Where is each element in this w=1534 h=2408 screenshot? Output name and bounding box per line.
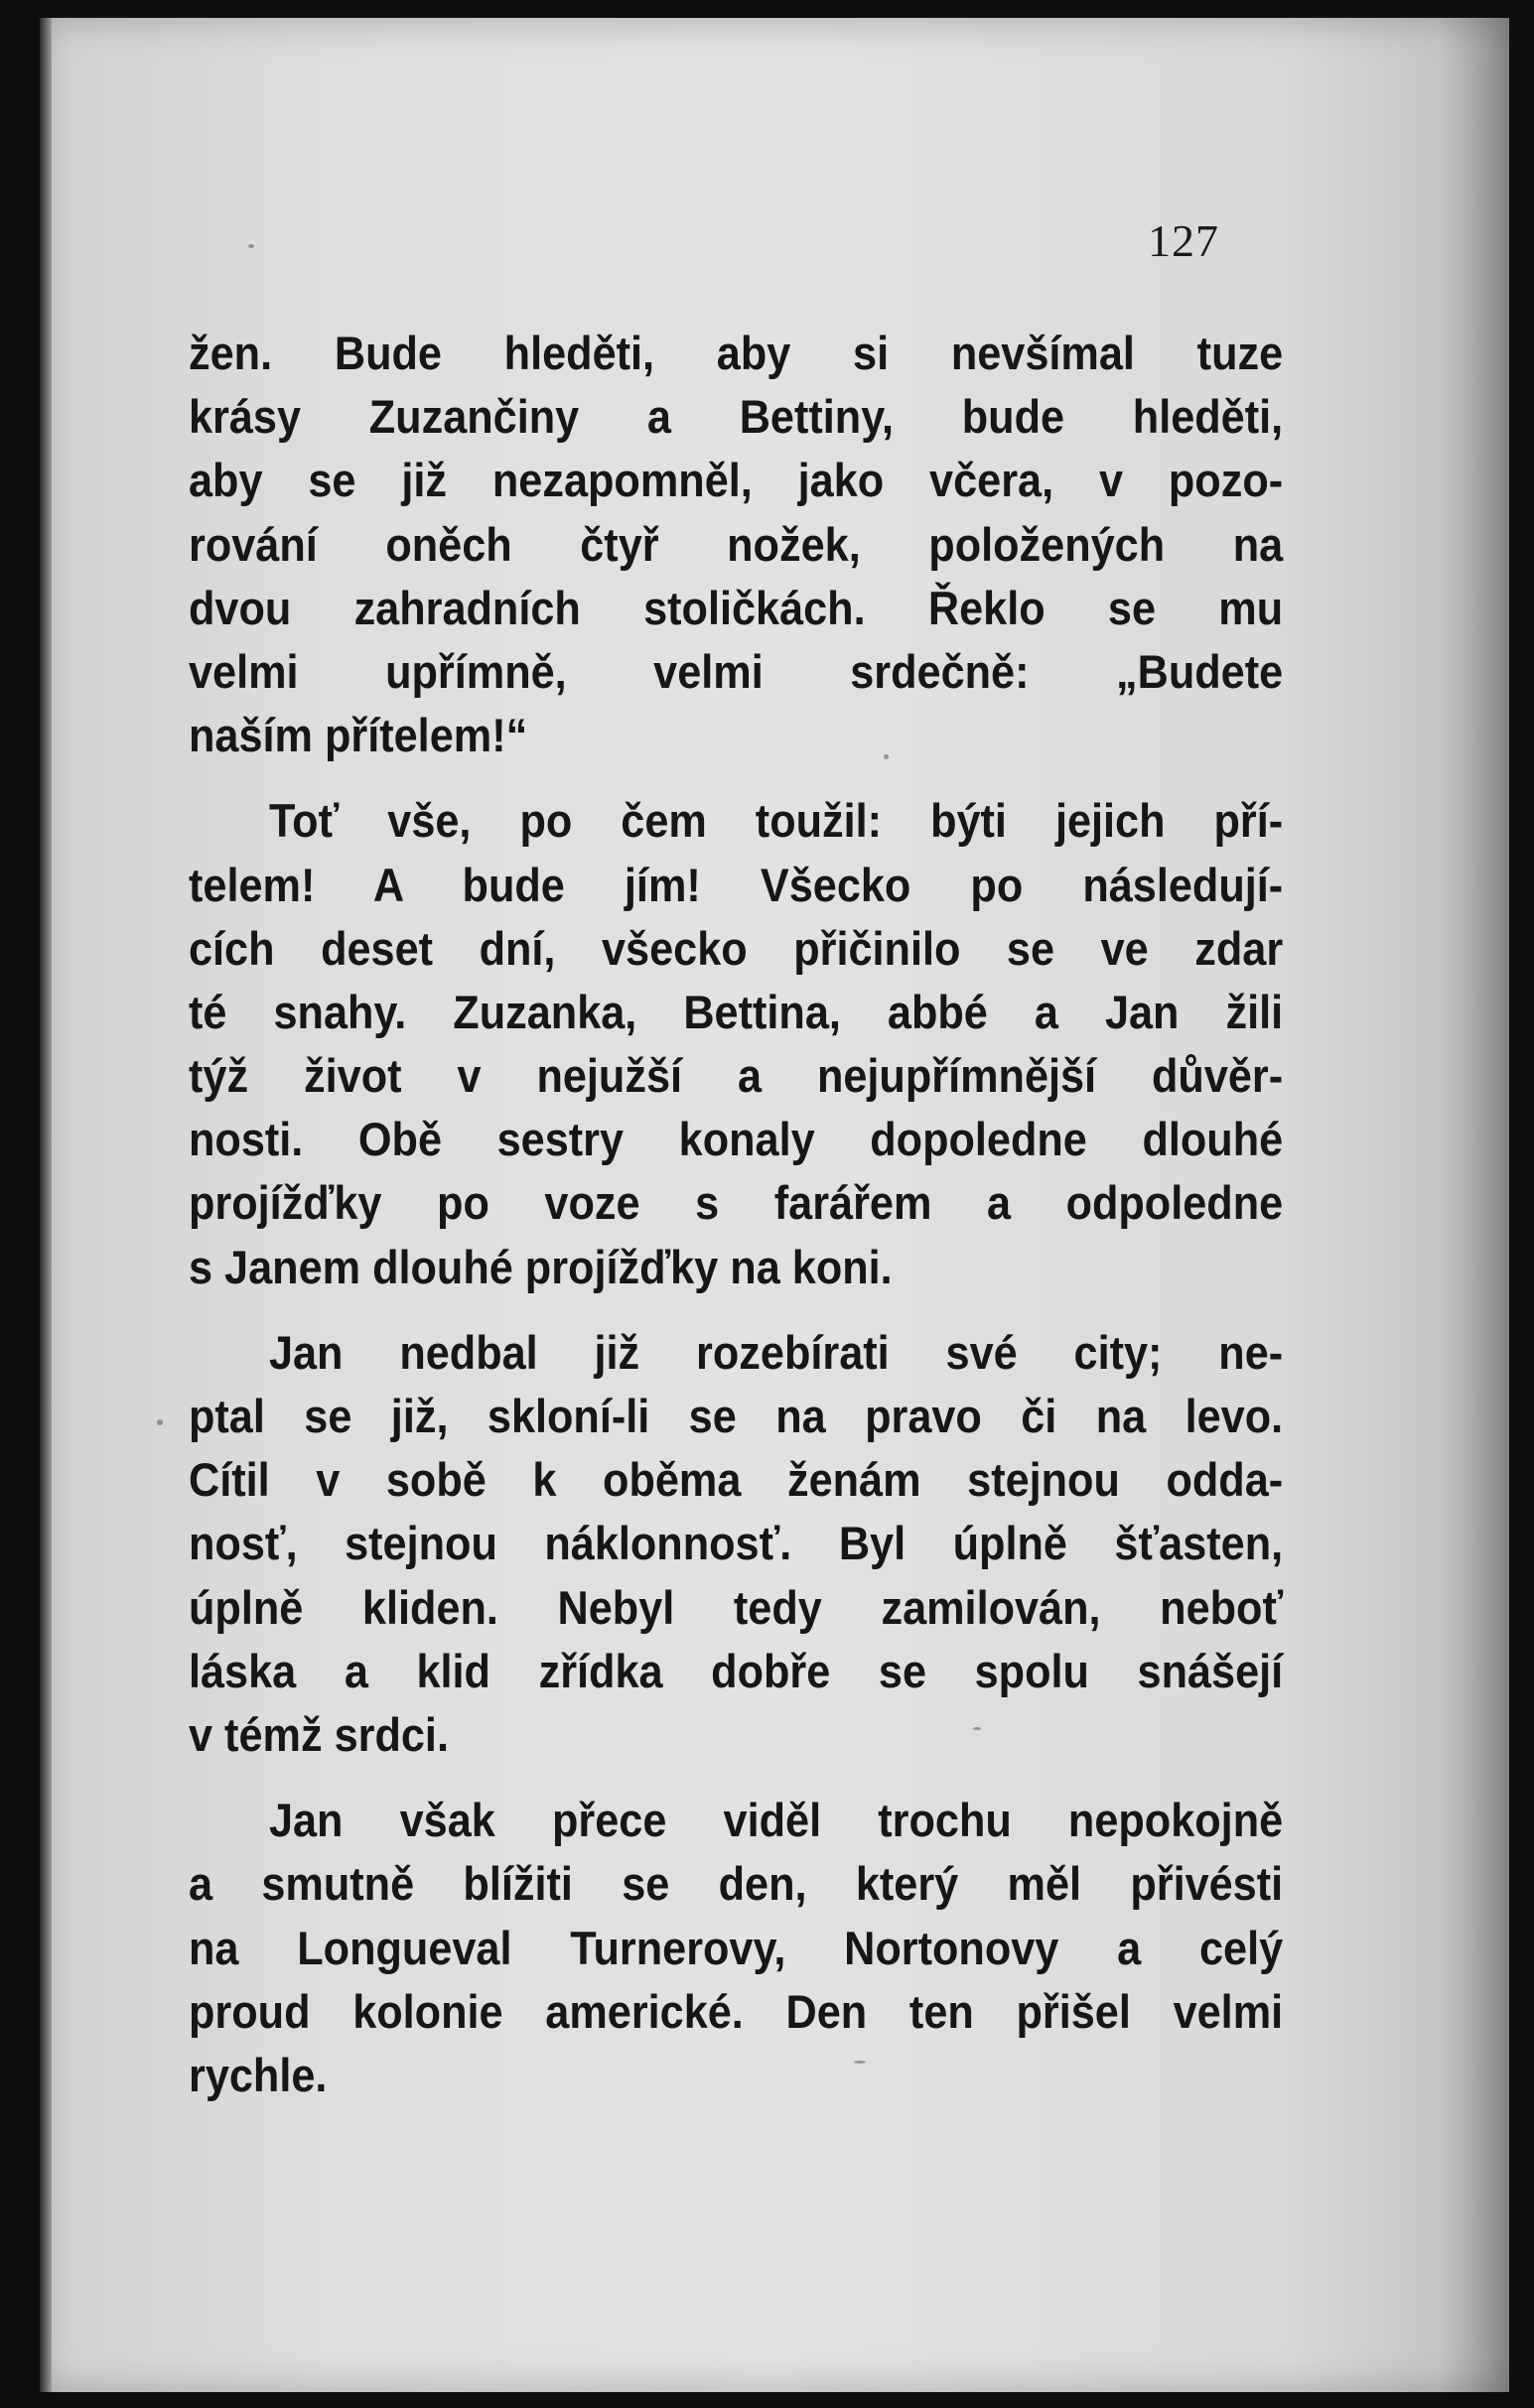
paragraph [189, 789, 1283, 1299]
text-line: žen. Bude hleděti, aby si nevšímal tuze [189, 327, 1284, 379]
page-edge-shadow [1440, 18, 1509, 2392]
text-line: Cítil v sobě k oběma ženám stejnou odda- [189, 1453, 1284, 1507]
paper-speck [157, 1419, 163, 1425]
body-text [189, 322, 1283, 2107]
text-line: Jan však přece viděl trochu nepokojně [268, 1794, 1284, 1847]
text-line: naším přítelem!“ [189, 709, 528, 762]
text-line: s Janem dlouhé projížďky na koni. [189, 1240, 893, 1293]
text-line: ptal se již, skloní-li se na pravo či na levo. [189, 1390, 1284, 1442]
text-line: rychle. [189, 2048, 328, 2101]
paragraph [189, 1321, 1283, 1767]
text-line: té snahy. Zuzanka, Bettina, abbé a Jan žili [189, 985, 1284, 1038]
text-line: nosť, stejnou náklonnosť. Byl úplně šťasten, [189, 1517, 1284, 1570]
text-line: projížďky po voze s farářem a odpoledne [189, 1176, 1284, 1230]
text-line: Jan nedbal již rozebírati své city; ne- [268, 1325, 1284, 1379]
book-page [40, 18, 1509, 2392]
text-line: velmi upřímně, velmi srdečně: „Budete [189, 644, 1284, 698]
text-line: Toť vše, po čem toužil: býti jejich pří- [268, 794, 1284, 848]
page-number: 127 [1148, 215, 1219, 266]
text-line: aby se již nezapomněl, jako včera, v pozo- [189, 454, 1284, 507]
text-line: v témž srdci. [189, 1707, 449, 1761]
text-line: krásy Zuzančiny a Bettiny, bude hleděti, [189, 390, 1284, 444]
text-line: láska a klid zřídka dobře se spolu snášejí [189, 1644, 1284, 1697]
paragraph [189, 1789, 1283, 2107]
paragraph [189, 322, 1283, 767]
text-line: cích deset dní, všecko přičinilo se ve zdar [189, 921, 1284, 975]
text-line: proud kolonie americké. Den ten přišel velmi [189, 1984, 1284, 2038]
paper-speck [248, 244, 254, 248]
text-line: dvou zahradních stoličkách. Řeklo se mu [189, 581, 1284, 634]
text-line: rování oněch čtyř nožek, položených na [189, 517, 1284, 571]
text-line: telem! A bude jím! Všecko po následují- [189, 858, 1284, 911]
text-line: a smutně blížiti se den, který měl přivésti [189, 1857, 1284, 1911]
page-spine-shadow [40, 18, 52, 2392]
text-line: nosti. Obě sestry konaly dopoledne dlouhé [189, 1113, 1284, 1166]
text-line: na Longueval Turnerovy, Nortonovy a celý [189, 1921, 1284, 1974]
text-line: týž život v nejužší a nejupřímnější důvěr- [189, 1049, 1284, 1103]
text-line: úplně kliden. Nebyl tedy zamilován, neboť [189, 1580, 1284, 1634]
